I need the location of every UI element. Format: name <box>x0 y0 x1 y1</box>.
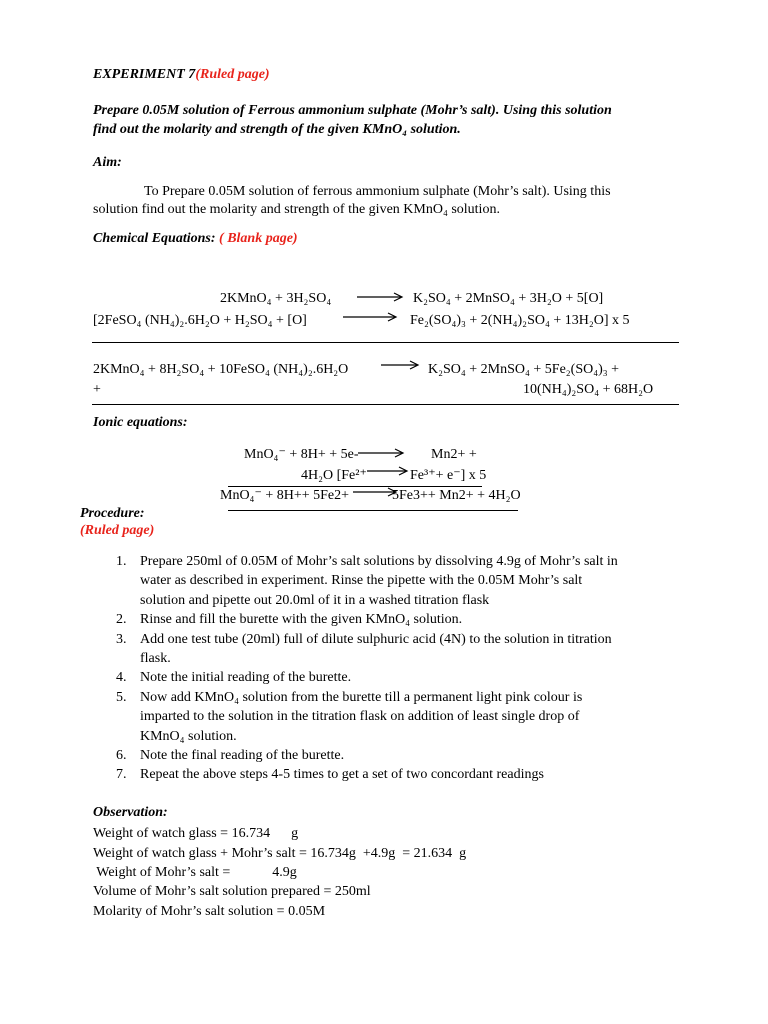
eq2-arrow-icon <box>342 311 398 323</box>
ionic-line1-left: MnO₄⁻ + 8H+ + 5e- <box>244 447 359 462</box>
procedure-step <box>116 610 656 629</box>
procedure-step <box>116 668 656 687</box>
observation-line: Weight of watch glass + Mohr’s salt = 16.734g +4.9g = 21.634 g <box>93 846 467 861</box>
eq3-right: K₂SO₄ + 2MnSO₄ + 5Fe₂(SO₄)₃ + <box>428 362 620 377</box>
step-number: 3. <box>116 631 127 647</box>
step-text-line: imparted to the solution in the titration flask on addition of least single drop of <box>140 709 580 725</box>
title-line-1: Prepare 0.05M solution of Ferrous ammonium sulphate (Mohr’s salt). Using this solution <box>93 103 612 118</box>
experiment-note: (Ruled page) <box>195 67 270 82</box>
procedure-heading: Procedure: <box>80 506 145 521</box>
eq1-arrow-icon <box>356 291 404 303</box>
observation-heading: Observation: <box>93 805 168 820</box>
equation-divider-2 <box>92 404 679 405</box>
experiment-label: EXPERIMENT 7 <box>93 67 196 82</box>
chemical-equations-note: ( Blank page) <box>219 231 298 246</box>
ionic-line1-right: Mn2+ + <box>431 447 477 462</box>
step-text-line: Now add KMnO₄ solution from the burette till a permanent light pink colour is <box>140 689 583 705</box>
step-number: 6. <box>116 748 127 764</box>
aim-line-1: To Prepare 0.05M solution of ferrous ammonium sulphate (Mohr’s salt). Using this <box>144 184 611 199</box>
ionic-line3-left: MnO₄⁻ + 8H++ 5Fe2+ <box>220 488 350 503</box>
eq2-left: [2FeSO₄ (NH₄)₂.6H₂O + H₂SO₄ + [O] <box>93 313 307 328</box>
experiment-heading <box>93 66 270 83</box>
ionic-line2-right: Fe³⁺+ e⁻] x 5 <box>410 468 487 483</box>
step-text-line: KMnO₄ solution. <box>140 728 237 744</box>
chemical-equations-label: Chemical Equations: <box>93 231 216 246</box>
eq2-right: Fe₂(SO₄)₃ + 2(NH₄)₂SO₄ + 13H₂O] x 5 <box>410 313 630 328</box>
ionic-equations-heading: Ionic equations: <box>93 415 188 430</box>
observation-line: Weight of Mohr’s salt = 4.9g <box>93 865 297 880</box>
ionic-divider-2 <box>228 510 518 511</box>
step-number: 2. <box>116 612 127 628</box>
step-number: 7. <box>116 767 127 783</box>
aim-heading: Aim: <box>93 155 122 170</box>
equation-divider-1 <box>92 342 679 343</box>
procedure-step <box>116 552 656 610</box>
eq1-right: K₂SO₄ + 2MnSO₄ + 3H₂O + 5[O] <box>413 291 604 306</box>
procedure-step <box>116 746 656 765</box>
observation-line: Volume of Mohr’s salt solution prepared = 250ml <box>93 884 371 899</box>
step-text-line: solution and pipette out 20.0ml of it in a washed titration flask <box>140 592 490 608</box>
procedure-steps <box>116 552 656 785</box>
eq3-left: 2KMnO₄ + 8H₂SO₄ + 10FeSO₄ (NH₄)₂.6H₂O <box>93 362 349 377</box>
observation-line: Molarity of Mohr’s salt solution = 0.05M <box>93 904 326 919</box>
eq3-line2-left: + <box>93 382 101 397</box>
step-number: 4. <box>116 670 127 686</box>
eq1-left: 2KMnO₄ + 3H₂SO₄ <box>220 291 332 306</box>
eq3-arrow-icon <box>380 359 420 371</box>
procedure-note: (Ruled page) <box>80 523 155 538</box>
step-text-line: water as described in experiment. Rinse the pipette with the 0.05M Mohr’s salt <box>140 573 583 589</box>
ionic-arrow-1-icon <box>357 447 405 459</box>
procedure-step <box>116 630 656 669</box>
step-text-line: flask. <box>140 651 171 667</box>
step-text-line: Add one test tube (20ml) full of dilute sulphuric acid (4N) to the solution in titration <box>140 631 612 647</box>
procedure-step <box>116 765 656 784</box>
ionic-line2-left: 4H₂O [Fe²⁺ <box>301 468 367 483</box>
step-text-line: Prepare 250ml of 0.05M of Mohr’s salt solutions by dissolving 4.9g of Mohr’s salt in <box>140 554 618 569</box>
observation-line: Weight of watch glass = 16.734 g <box>93 826 299 841</box>
chemical-equations-heading <box>93 230 298 247</box>
step-text-line: Note the initial reading of the burette. <box>140 670 352 686</box>
step-text-line: Note the final reading of the burette. <box>140 748 345 764</box>
step-text-line: Repeat the above steps 4-5 times to get a set of two concordant readings <box>140 767 544 783</box>
title-line-2: find out the molarity and strength of the given KMnO₄ solution. <box>93 122 461 137</box>
procedure-step <box>116 688 656 746</box>
step-number: 5. <box>116 689 127 705</box>
ionic-line3-right: 5Fe3++ Mn2+ + 4H₂O <box>392 488 521 503</box>
ionic-arrow-2-icon <box>366 465 410 477</box>
aim-line-2: solution find out the molarity and strength of the given KMnO₄ solution. <box>93 202 500 217</box>
step-text-line: Rinse and fill the burette with the given KMnO₄ solution. <box>140 612 463 628</box>
step-number: 1. <box>116 554 127 569</box>
eq3-line2-right: 10(NH₄)₂SO₄ + 68H₂O <box>523 382 654 397</box>
